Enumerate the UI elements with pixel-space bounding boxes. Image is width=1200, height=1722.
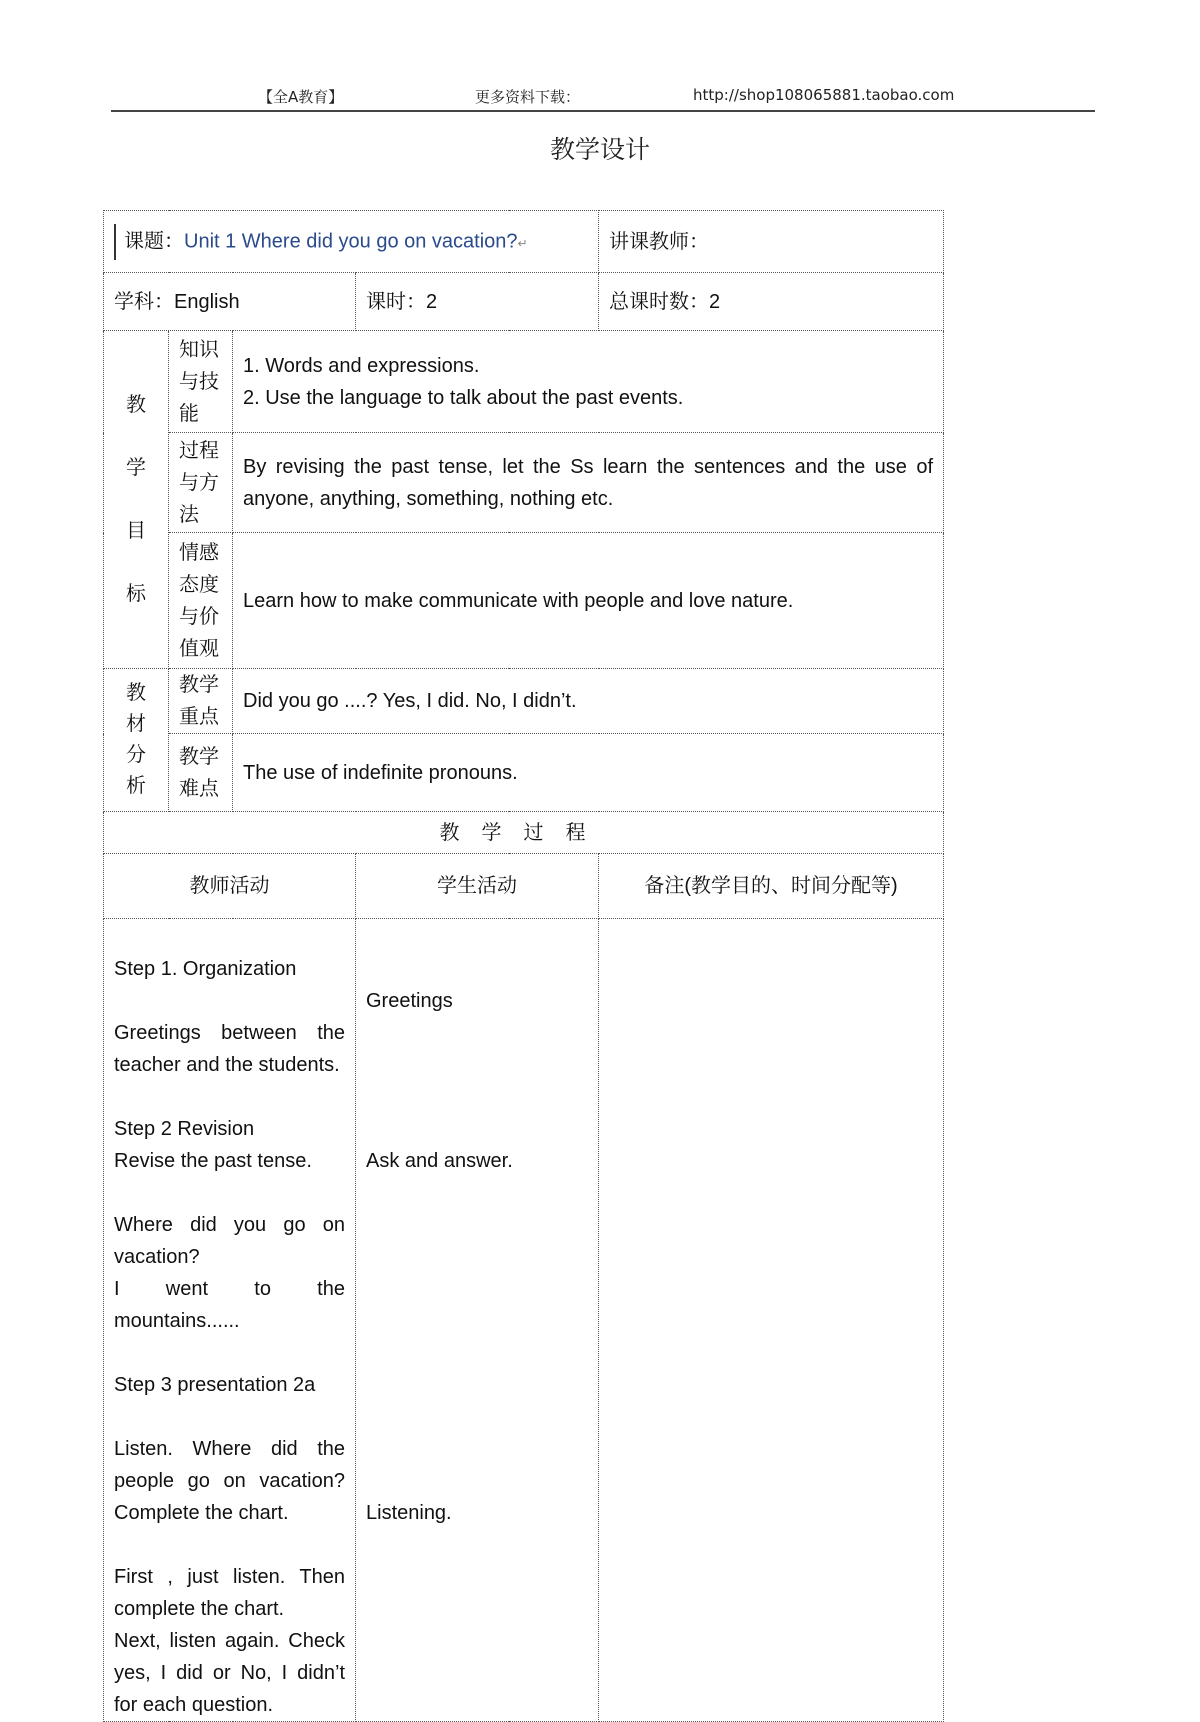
topic-cell xyxy=(104,211,599,273)
lesson-plan-table xyxy=(103,210,944,1722)
group-char: 析 xyxy=(126,775,146,797)
process-title: 教学过程 xyxy=(104,812,944,854)
process-header-row xyxy=(104,854,944,919)
header-url[interactable]: http://shop108065881.taobao.com xyxy=(693,86,955,104)
teacher-cell xyxy=(599,211,944,273)
student-activity: Ask and answer. xyxy=(366,1150,513,1172)
objective-line: 2. Use the language to talk about the past events. xyxy=(243,386,684,409)
material-row xyxy=(104,734,944,812)
period-cell xyxy=(356,273,599,331)
label-line: 能 xyxy=(179,402,199,425)
group-char: 教 xyxy=(126,682,146,704)
objective-label xyxy=(169,331,233,433)
period-value: 2 xyxy=(426,291,438,313)
student-activity: Greetings xyxy=(366,990,453,1012)
key-point-text: Did you go ....? Yes, I did. No, I didn’t. xyxy=(233,669,944,734)
label-line: 与技 xyxy=(179,370,219,393)
objective-row xyxy=(104,533,944,669)
label-line: 过程 xyxy=(179,439,219,462)
objective-line: By revising the past tense, let the Ss learn the sentences and the use of anyone, anything, something, nothing etc. xyxy=(243,455,933,510)
materials-group-label xyxy=(104,669,169,812)
label-line: 教学 xyxy=(179,745,219,768)
process-content-row xyxy=(104,919,944,1722)
objective-row xyxy=(104,433,944,533)
label-line: 态度 xyxy=(179,573,219,596)
step-text: Greetings between the teacher and the students. xyxy=(114,1022,345,1076)
label-line: 与价 xyxy=(179,605,219,628)
teacher-activity-cell xyxy=(104,919,356,1722)
label-line: 值观 xyxy=(179,637,219,660)
objective-text xyxy=(233,533,944,669)
difficulty-label xyxy=(169,734,233,812)
group-char: 目 xyxy=(126,519,146,542)
step-text: Listen. Where did the people go on vacation? Complete the chart. xyxy=(114,1438,345,1524)
header-divider xyxy=(111,110,1095,112)
student-activity-cell xyxy=(356,919,599,1722)
topic-value: Unit 1 Where did you go on vacation? xyxy=(184,229,518,252)
label-line: 知识 xyxy=(179,338,219,361)
text-cursor-icon xyxy=(114,224,116,260)
label-line: 与方 xyxy=(179,471,219,494)
step-title: Step 1. Organization xyxy=(114,958,297,980)
label-line: 难点 xyxy=(179,777,219,800)
teacher-label: 讲课教师： xyxy=(609,229,709,253)
student-activity-header: 学生活动 xyxy=(356,854,599,919)
remarks-header: 备注(教学目的、时间分配等) xyxy=(599,854,944,919)
group-char: 学 xyxy=(126,456,146,479)
total-cell xyxy=(599,273,944,331)
key-point-label xyxy=(169,669,233,734)
difficulty-text: The use of indefinite pronouns. xyxy=(233,734,944,812)
label-line: 教学 xyxy=(179,674,219,696)
step-title: Step 2 Revision xyxy=(114,1118,255,1140)
step-text: First , just listen. Then complete the chart. xyxy=(114,1566,345,1620)
paragraph-mark-icon: ↵ xyxy=(517,235,528,250)
objective-row xyxy=(104,331,944,433)
group-char: 材 xyxy=(126,713,146,735)
subject-label: 学科： xyxy=(114,289,174,313)
objective-line: Learn how to make communicate with people and love nature. xyxy=(243,589,794,612)
label-line: 情感 xyxy=(179,541,219,564)
group-char: 标 xyxy=(126,582,146,605)
total-value: 2 xyxy=(709,291,721,313)
objective-line: 1. Words and expressions. xyxy=(243,354,480,377)
label-line: 法 xyxy=(179,503,199,526)
step-text: Revise the past tense. xyxy=(114,1150,312,1172)
teacher-activity-header: 教师活动 xyxy=(104,854,356,919)
student-activity: Listening. xyxy=(366,1502,452,1524)
header-download-label: 更多资料下载： xyxy=(475,88,581,106)
group-char: 分 xyxy=(126,744,146,766)
objective-text xyxy=(233,331,944,433)
objectives-group-label xyxy=(104,331,169,669)
subject-cell xyxy=(104,273,356,331)
topic-label: 课题： xyxy=(124,227,184,252)
period-label: 课时： xyxy=(366,289,426,313)
step-text: Next, listen again. Check yes, I did or No, I didn’t for each question. xyxy=(114,1630,345,1716)
total-label: 总课时数： xyxy=(609,289,709,313)
objective-label xyxy=(169,433,233,533)
dialog-answer: I went to the mountains...... xyxy=(114,1278,345,1332)
group-char: 教 xyxy=(126,393,146,416)
remarks-cell xyxy=(599,919,944,1722)
page-title: 教学设计 xyxy=(549,135,650,164)
topic-row xyxy=(104,211,944,273)
objective-label xyxy=(169,533,233,669)
process-title-row xyxy=(104,812,944,854)
material-row xyxy=(104,669,944,734)
dialog-question: Where did you go on vacation? xyxy=(114,1214,345,1268)
step-title: Step 3 presentation 2a xyxy=(114,1374,316,1396)
label-line: 重点 xyxy=(179,706,219,728)
header-brand: 【全A教育】 xyxy=(258,88,344,106)
objective-text xyxy=(233,433,944,533)
subject-row xyxy=(104,273,944,331)
subject-value: English xyxy=(174,291,240,313)
